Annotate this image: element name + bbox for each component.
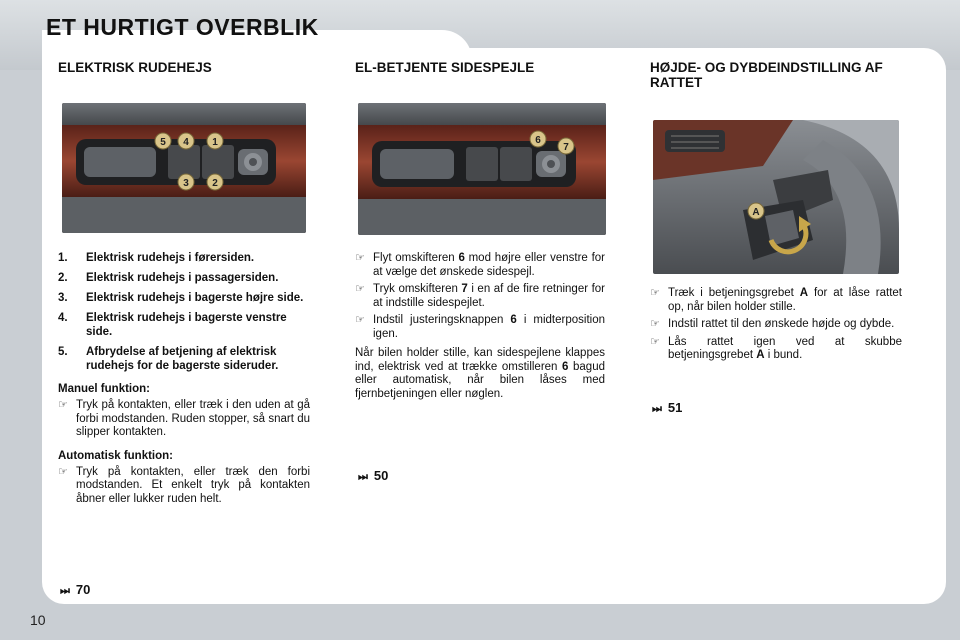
callout-1: 1	[212, 137, 218, 148]
window-item-5: 5. Afbrydelse af betjening af elektrisk rudehejs for de bagerste sideruder.	[58, 346, 279, 372]
fast-forward-icon: ⏭	[60, 585, 70, 597]
pointing-hand-icon: ☞	[650, 287, 660, 299]
window-items	[58, 251, 310, 373]
window-item-2: 2. Elektrisk rudehejs i passagersiden.	[58, 272, 279, 284]
steering-section	[650, 60, 900, 90]
mirror-bullet-2: ☞ Tryk omskifteren 7 i en af de fire retninger for at indstille sidespejlet.	[355, 283, 605, 309]
fast-forward-icon: ⏭	[358, 471, 368, 483]
pointing-hand-icon: ☞	[650, 318, 660, 330]
steering-bullet-1: ☞ Træk i betjeningsgrebet A for at låse rattet op, når bilen holder stille.	[650, 287, 902, 313]
mirror-bullet-3: ☞ Indstil justeringsknappen 6 i midterposition igen.	[355, 314, 605, 340]
pointing-hand-icon: ☞	[650, 335, 660, 348]
window-item-3: 3. Elektrisk rudehejs i bagerste højre side.	[58, 292, 304, 304]
window-item-4: 4. Elektrisk rudehejs i bagerste venstre side.	[58, 312, 287, 338]
pointing-hand-icon: ☞	[355, 252, 365, 264]
page-title: ET HURTIGT OVERBLIK	[46, 14, 319, 40]
window-switch-photo	[62, 103, 306, 233]
window-list-block	[58, 251, 310, 510]
mirrors-page-ref[interactable]: ⏭ 50	[358, 468, 389, 483]
mirror-switch-photo	[358, 103, 606, 235]
callout-2: 2	[212, 178, 218, 189]
steering-bullet-2: ☞ Indstil rattet til den ønskede højde og dybde.	[650, 318, 895, 330]
steering-page-ref[interactable]: ⏭ 51	[652, 400, 683, 415]
window-section	[58, 60, 310, 75]
callout-a: A	[752, 207, 760, 218]
pointing-hand-icon: ☞	[58, 399, 68, 411]
pointing-hand-icon: ☞	[355, 283, 365, 295]
manual-heading: Manuel funktion:	[58, 383, 150, 395]
steering-text-block	[650, 287, 902, 367]
mirrors-heading: EL-BETJENTE SIDESPEJLE	[355, 60, 535, 75]
callout-5: 5	[160, 137, 166, 148]
page-number: 10	[30, 612, 46, 628]
auto-bullet: ☞ Tryk på kontakten, eller træk den forbi modstanden. Et enkelt tryk på kontakten åbner eller lukker ruden helt.	[58, 465, 310, 505]
mirror-bullet-1: ☞ Flyt omskifteren 6 mod højre eller venstre for at vælge det ønskede sidespejl.	[355, 252, 605, 278]
mirrors-section	[355, 60, 605, 75]
mirrors-text-block	[355, 252, 605, 401]
callout-6: 6	[535, 135, 541, 146]
callout-3: 3	[183, 178, 189, 189]
steering-bullet-3: ☞ Lås rattet igen ved at skubbe betjeningsgrebet A i bund.	[650, 335, 902, 361]
auto-heading: Automatisk funktion:	[58, 449, 173, 462]
callout-4: 4	[183, 137, 189, 148]
window-heading: ELEKTRISK RUDEHEJS	[58, 60, 212, 75]
pointing-hand-icon: ☞	[58, 465, 68, 478]
window-item-1: 1. Elektrisk rudehejs i førersiden.	[58, 252, 255, 264]
window-page-ref[interactable]: ⏭ 70	[60, 582, 91, 597]
steering-heading: HØJDE- OG DYBDEINDSTILLING AF RATTET	[650, 60, 883, 90]
callout-7: 7	[563, 142, 569, 153]
pointing-hand-icon: ☞	[355, 314, 365, 326]
mirror-fold-paragraph: Når bilen holder stille, kan sidespejlene klappes ind, elektrisk ved at trække omstilleren 6 bagud eller automatisk, når bilen låses med fjernbetjeningen eller nøglen.	[355, 347, 605, 400]
fast-forward-icon: ⏭	[652, 403, 662, 415]
steering-lever-photo	[653, 120, 899, 274]
manual-bullet: ☞ Tryk på kontakten, eller træk i den uden at gå forbi modstanden. Ruden stopper, så snart du slipper kontakten.	[58, 399, 310, 438]
